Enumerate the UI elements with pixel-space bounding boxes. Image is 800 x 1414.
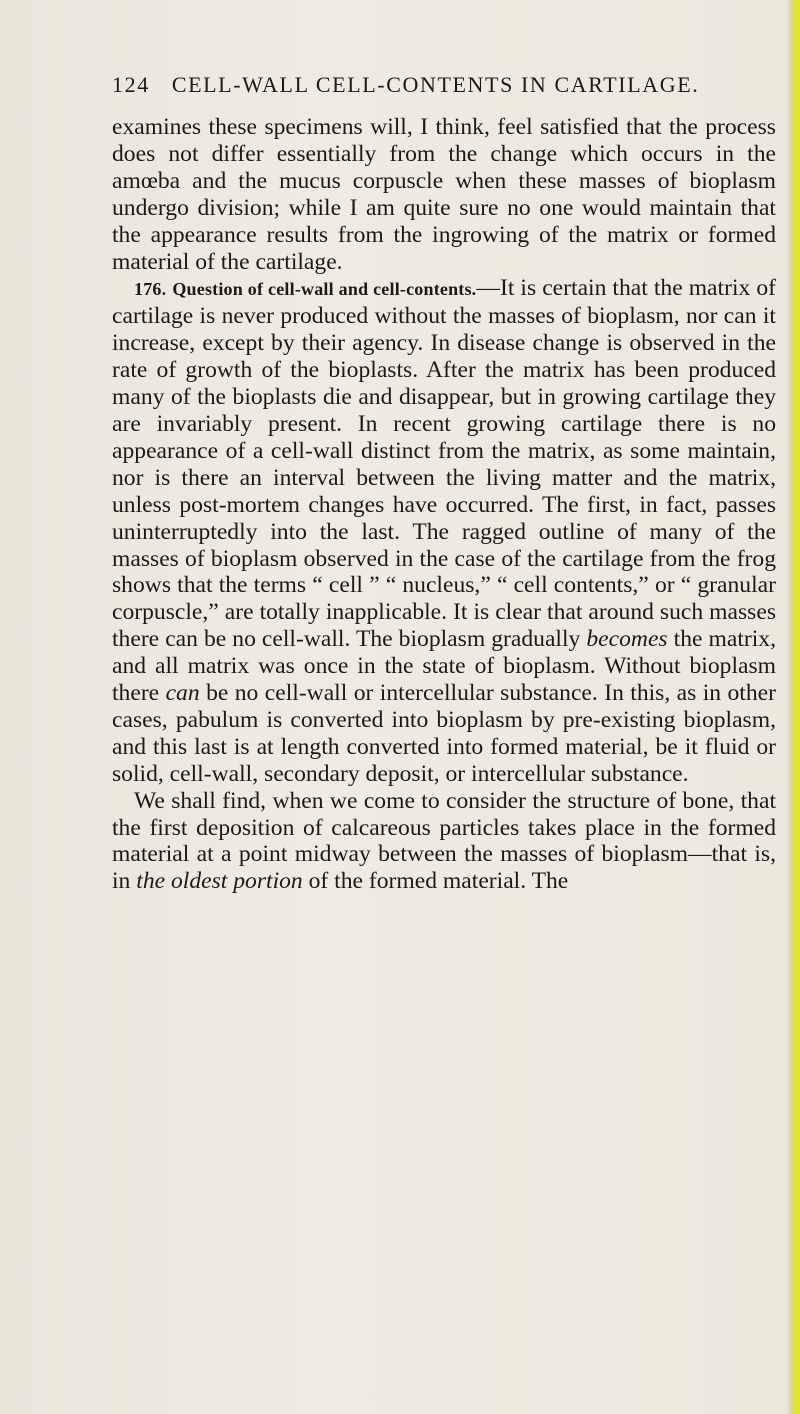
section-title: Question of cell-wall and cell-contents. <box>172 279 477 300</box>
section-number: 176. <box>134 279 167 300</box>
paragraph-text-part: be no cell-wall or intercellular substance. In this, as in other cases, pabulum is converted into bioplasm by pre-existing bioplasm, and this last is at length converted into formed material, be it fluid or solid, cell-wall, secondary deposit, or intercellular substance. <box>112 680 776 787</box>
paragraph-text-part: the matrix, and all matrix was once in the state of bioplasm. Without bioplasm there <box>112 626 777 707</box>
paragraph-continued <box>112 114 776 275</box>
page-edge <box>786 0 800 1414</box>
paragraph-text-part: —It is certain that the matrix of cartilage is never produced without the masses of bioplasm, nor can it increase, except by their agency. In disease change is observed in the rate of growth of the bioplasts. After the matrix has been produced many of the bioplasts die and disappear, but in growing cartilage they are invariably present. In recent growing cartilage there is no appearance of a cell-wall distinct from the matrix, as some maintain, nor is there an interval between the living matter and the matrix, unless post-mortem changes have occurred. The first, in fact, passes uninterruptedly into the last. The ragged outline of many of the masses of bioplasm observed in the case of the cartilage from the frog shows that the terms “ cell ” “ nucleus,” “ cell contents,” or “ granular corpuscle,” are totally inapplicable. It is clear that around such masses there can be no cell-wall. The bioplasm gradually <box>112 275 776 653</box>
paragraph-section-176 <box>112 275 776 787</box>
emphasis-text: becomes <box>586 626 668 653</box>
running-header <box>112 72 752 98</box>
emphasis-text: the oldest portion <box>136 868 303 895</box>
paragraph-text-part: We shall find, when we come to consider the structure of bone, that the first deposition of calcareous particles takes place in the formed material at a point midway between the masses of bioplasm—that is, in <box>112 787 776 895</box>
emphasis-text: can <box>165 680 200 707</box>
paragraph-bone <box>112 788 776 896</box>
running-title: CELL-WALL CELL-CONTENTS IN CARTILAGE. <box>171 72 700 97</box>
paragraph-text: examines these specimens will, I think, feel satisfied that the process does not differ essentially from the change which occurs in the amœba and the mucus corpuscle when these masses of bioplasm undergo division; while I am quite sure no one would maintain that the appearance results from the ingrowing of the matrix or formed material of the cartilage. <box>112 114 776 275</box>
paragraph-text-part: of the formed material. The <box>302 868 569 895</box>
body-text <box>112 114 776 895</box>
page-number: 124 <box>112 72 150 97</box>
